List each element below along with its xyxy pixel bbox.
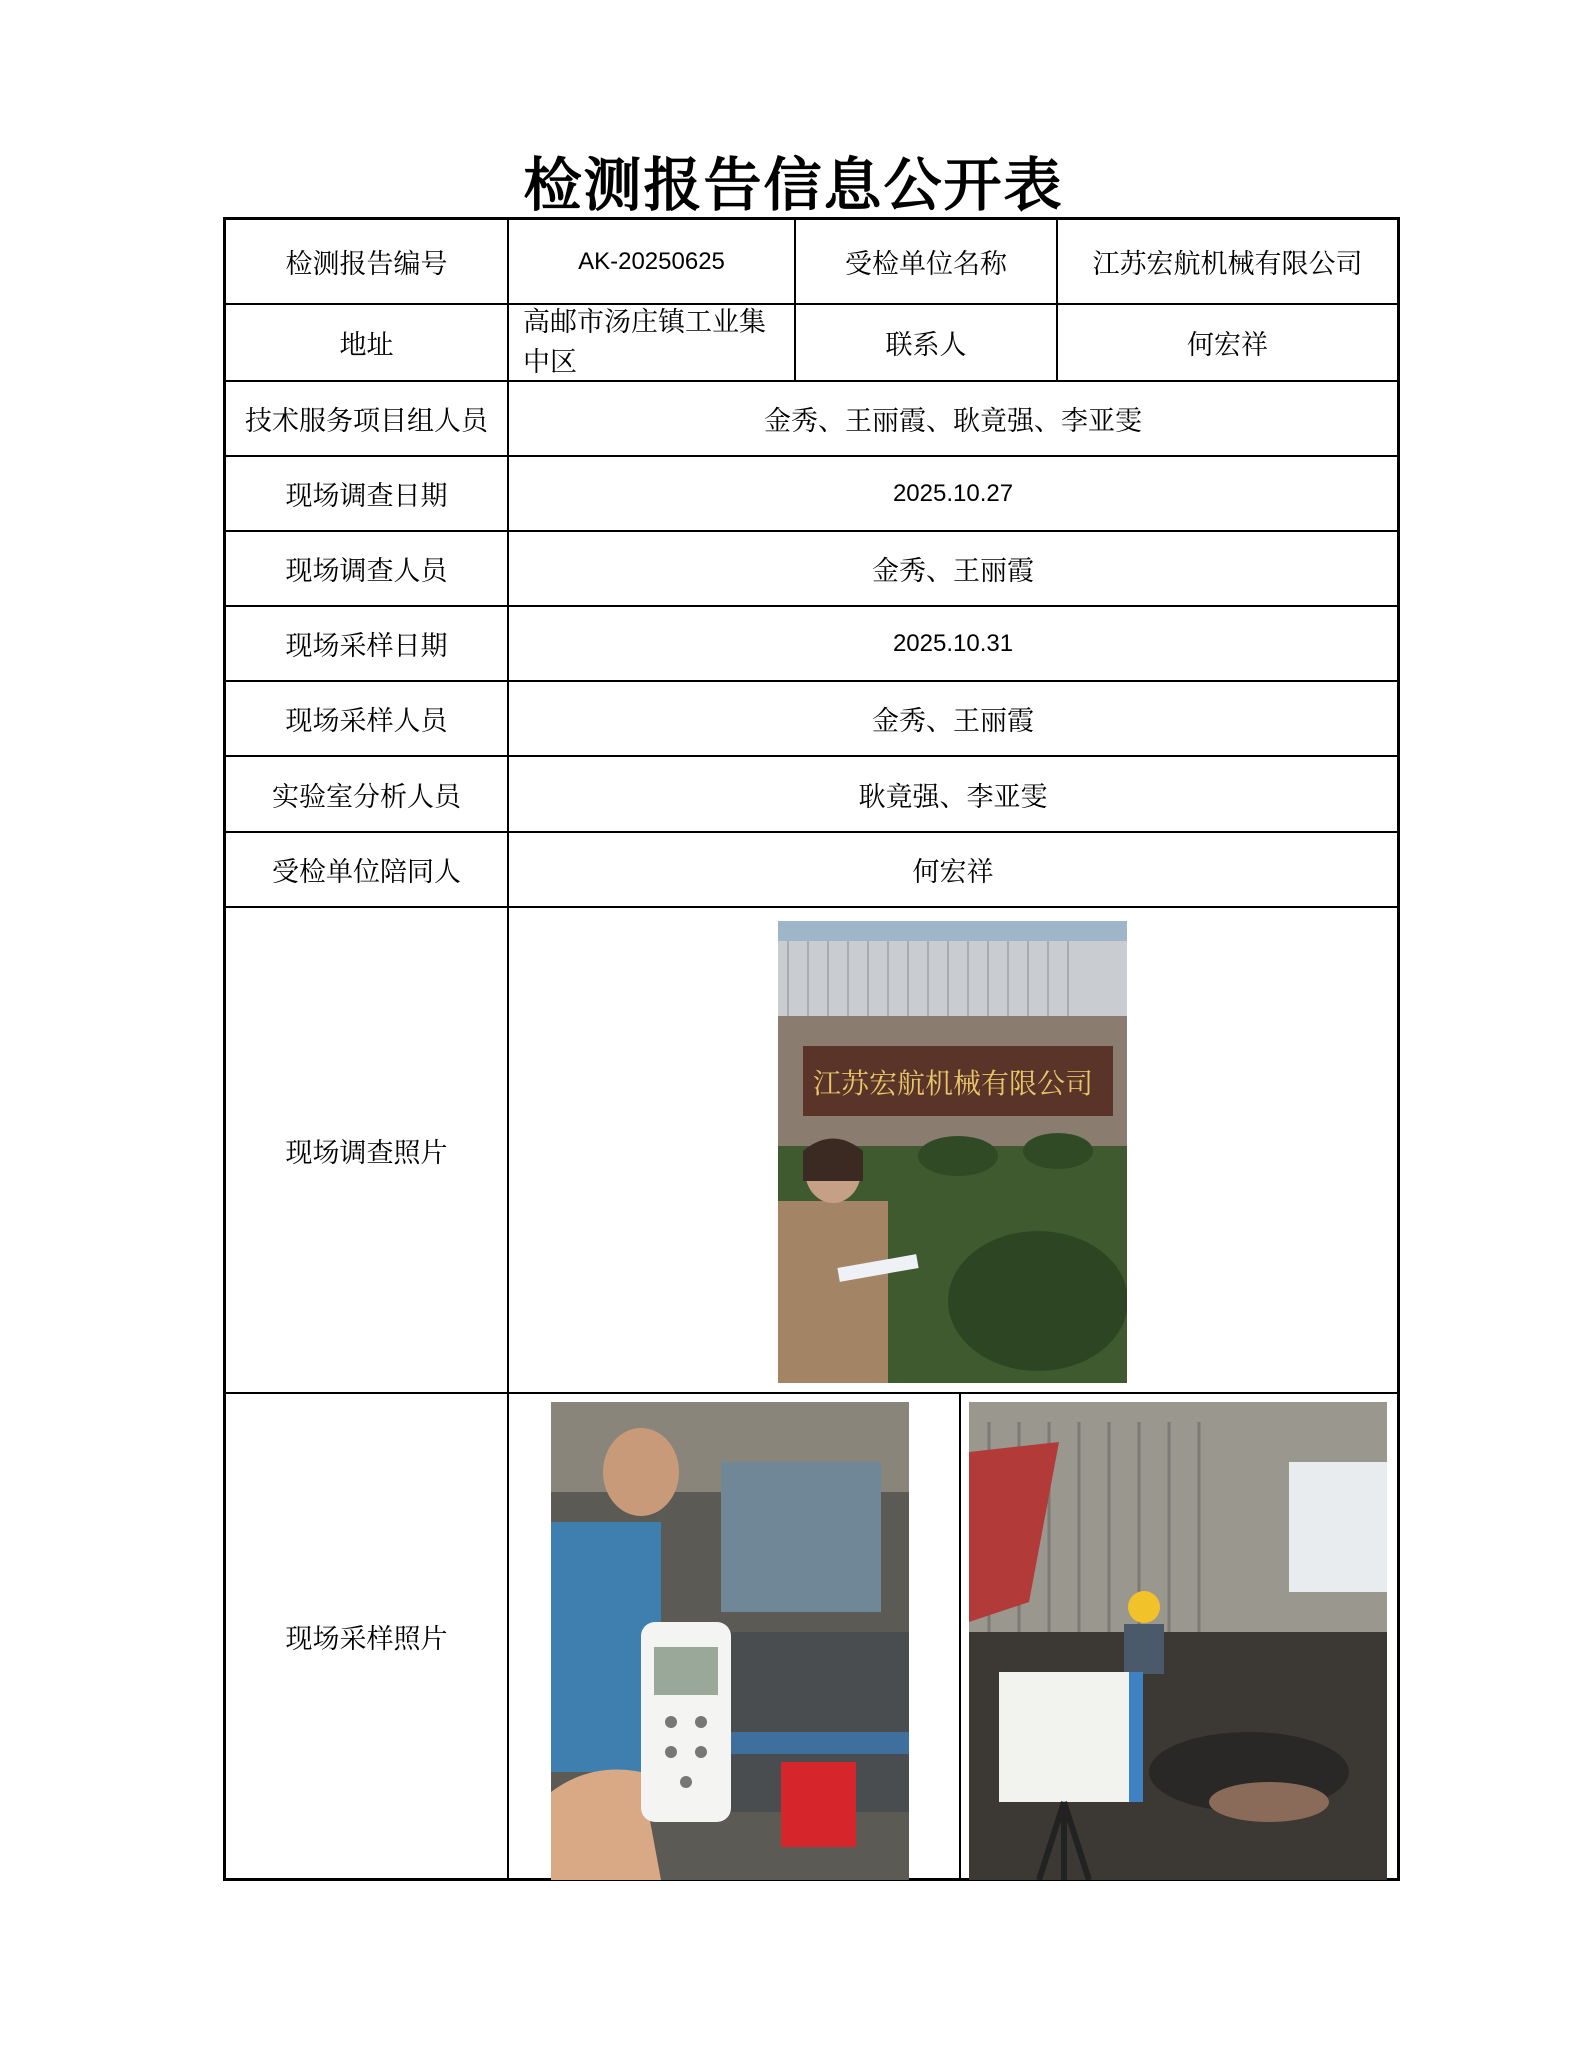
lab-analyst-value: 耿竟强、李亚雯: [858, 781, 1048, 813]
survey-staff-label: 现场调查人员: [285, 556, 448, 587]
sampling-date-value: 2025.10.31: [892, 629, 1014, 657]
escort-label: 受检单位陪同人: [272, 857, 461, 888]
report-number-label: 检测报告编号: [285, 249, 448, 280]
address-label: 地址: [339, 330, 394, 361]
address-value: 高邮市汤庄镇工业集中区: [523, 306, 766, 378]
divider: [959, 1392, 961, 1878]
inspected-unit-value: 江苏宏航机械有限公司: [1092, 249, 1363, 280]
sampling-photo-label: 现场采样照片: [285, 1623, 448, 1655]
contact-label: 联系人: [885, 330, 967, 361]
escort-value: 何宏祥: [912, 857, 994, 888]
sampling-date-label: 现场采样日期: [285, 631, 448, 662]
survey-staff-value: 金秀、王丽霞: [872, 556, 1034, 587]
sampling-photo-2: [969, 1402, 1387, 1880]
photo-sign-text: 江苏宏航机械有限公司: [812, 1067, 1094, 1100]
lab-analyst-label: 实验室分析人员: [272, 781, 461, 813]
page-title: 检测报告信息公开表: [523, 151, 1064, 219]
survey-photo: [778, 921, 1127, 1383]
sampling-staff-label: 现场采样人员: [285, 706, 448, 737]
project-team-value: 金秀、王丽霞、耿竟强、李亚雯: [764, 406, 1142, 437]
survey-date-value: 2025.10.27: [892, 479, 1014, 507]
survey-photo-label: 现场调查照片: [285, 1137, 448, 1169]
project-team-label: 技术服务项目组人员: [245, 406, 488, 437]
survey-date-label: 现场调查日期: [285, 481, 448, 512]
sampling-staff-value: 金秀、王丽霞: [872, 706, 1034, 737]
sampling-photo-1: [551, 1402, 909, 1880]
inspected-unit-label: 受检单位名称: [845, 249, 1007, 280]
report-number-value: AK-20250625: [578, 247, 725, 275]
contact-value: 何宏祥: [1187, 330, 1268, 361]
report-table: [223, 217, 1400, 1881]
